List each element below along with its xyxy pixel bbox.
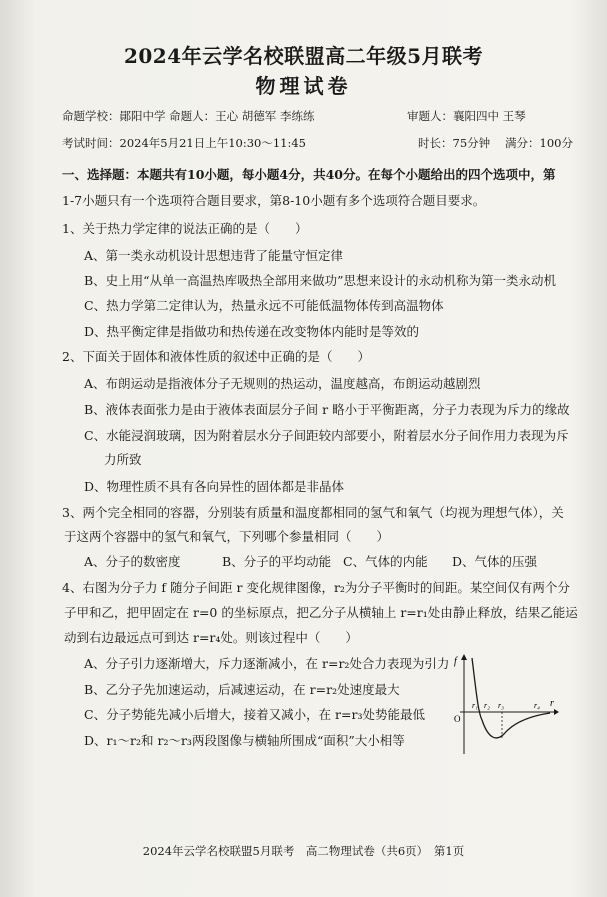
origin-label: O	[454, 714, 461, 724]
q3-stem-line2: 于这两个容器中的氢气和氧气，下列哪个参量相同（ ）	[64, 529, 390, 544]
q2-option-b: B、液体表面张力是由于液体表面层分子间 r 略小于平衡距离，分子力表现为斥力的缘故	[84, 402, 570, 417]
q3-option-c: C、气体的内能	[343, 554, 428, 569]
force-curve	[472, 658, 550, 738]
duration: 时长：75分钟	[418, 136, 491, 150]
q4-stem-line3: 动到右边最远点可到达 r=r₄处。则该过程中（ ）	[64, 630, 358, 645]
exam-subtitle: 物理试卷	[255, 74, 352, 98]
q2-option-a: A、布朗运动是指液体分子无规则的热运动，温度越高，布朗运动越剧烈	[84, 376, 481, 391]
q4-stem-line1: 4、右图为分子力 f 随分子间距 r 变化规律图像，r₂为分子平衡时的间距。某空间仅有两个分	[62, 580, 570, 595]
q3-stem-line1: 3、两个完全相同的容器，分别装有质量和温度都相同的氢气和氧气（均视为理想气体），关	[62, 505, 564, 520]
q3-option-a: A、分子的数密度	[84, 554, 181, 569]
r1-label: r₁	[472, 701, 478, 710]
r2-label: r₂	[484, 701, 490, 710]
q2-option-d: D、物理性质不具有各向异性的固体都是非晶体	[84, 479, 345, 494]
reviewer-line: 审题人：襄阳四中 王琴	[407, 109, 526, 123]
f-axis-label: f	[454, 656, 457, 667]
r-axis-label: r	[550, 698, 554, 709]
f-axis-arrow	[461, 654, 467, 660]
q4-option-a: A、分子引力逐渐增大，斥力逐渐减小，在 r=r₂处合力表现为引力	[84, 656, 450, 671]
q1-option-b: B、史上用“从单一高温热库吸热全部用来做功”思想来设计的永动机称为第一类永动机	[84, 273, 556, 288]
section-intro-line1: 一、选择题：本题共有10小题，每小题4分，共40分。在每个小题给出的四个选项中，第	[62, 167, 556, 182]
q2-option-c-line2: 力所致	[104, 452, 142, 467]
section-intro-line2: 1-7小题只有一个选项符合题目要求，第8-10小题有多个选项符合题目要求。	[62, 193, 486, 208]
full-score: 满分：100分	[505, 136, 573, 150]
q3-option-b: B、分子的平均动能	[222, 554, 332, 569]
r-axis-arrow	[554, 709, 559, 715]
school-line: 命题学校：鄖阳中学 命题人：王心 胡德军 李练练	[62, 109, 315, 123]
q2-stem: 2、下面关于固体和液体性质的叙述中正确的是（ ）	[62, 349, 370, 364]
force-distance-graph	[450, 650, 560, 760]
r3-label: r₃	[498, 701, 504, 710]
q1-option-c: C、热力学第二定律认为，热量永远不可能低温物体传到高温物体	[84, 298, 444, 313]
exam-title: 2024年云学名校联盟高二年级5月联考	[123, 44, 484, 68]
q1-stem: 1、关于热力学定律的说法正确的是（ ）	[62, 221, 308, 236]
q4-option-c: C、分子势能先减小后增大，接着又减小，在 r=r₃处势能最低	[84, 707, 425, 722]
q4-option-b: B、乙分子先加速运动，后减速运动，在 r=r₂处速度最大	[84, 682, 400, 697]
time-line: 考试时间：2024年5月21日上午10:30～11:45	[62, 136, 306, 150]
q3-option-d: D、气体的压强	[452, 554, 538, 569]
page-footer: 2024年云学名校联盟5月联考 高二物理试卷（共6页） 第1页	[142, 844, 465, 858]
q4-option-d: D、r₁～r₂和 r₂～r₃两段图像与横轴所围成“面积”大小相等	[84, 733, 405, 748]
q1-option-a: A、第一类永动机设计思想违背了能量守恒定律	[84, 248, 344, 263]
r4-label: r₄	[534, 701, 540, 710]
q2-option-c-line1: C、水能浸润玻璃，因为附着层水分子间距较内部要小，附着层水分子间作用力表现为斥	[84, 428, 569, 443]
q1-option-d: D、热平衡定律是指做功和热传递在改变物体内能时是等效的	[84, 324, 420, 339]
q4-stem-line2: 子甲和乙，把甲固定在 r=0 的坐标原点，把乙分子从横轴上 r=r₁处由静止释放，结果乙能运	[64, 605, 578, 620]
